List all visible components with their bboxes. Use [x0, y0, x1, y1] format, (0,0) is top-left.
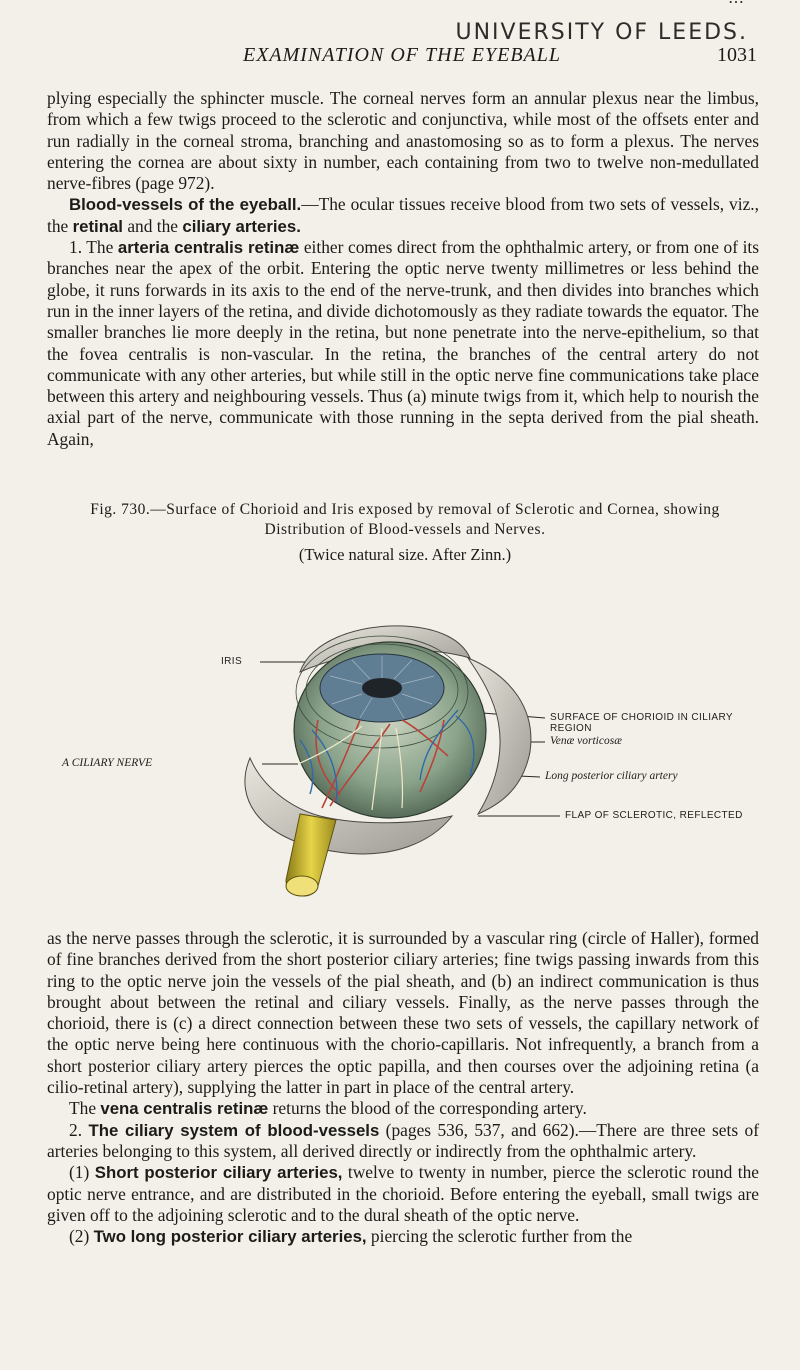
- paragraph-short-posterior: [47, 1162, 759, 1226]
- label-flap-of-sclerotic: FLAP OF SCLEROTIC, REFLECTED: [565, 810, 743, 821]
- paragraph-vena-centralis: [47, 1098, 759, 1119]
- running-head-title: EXAMINATION OF THE EYEBALL: [242, 44, 562, 66]
- label-long-posterior-ciliary-artery: Long posterior ciliary artery: [545, 770, 678, 782]
- term-retinal: retinal: [72, 216, 123, 236]
- page-number: 1031: [717, 44, 757, 66]
- text-span: and the: [122, 215, 183, 236]
- running-head: [47, 44, 757, 70]
- label-ciliary-nerve: A CILIARY NERVE: [62, 757, 153, 769]
- heading-vena-centralis: vena centralis retinæ: [100, 1099, 269, 1119]
- text-span: (2): [69, 1226, 94, 1247]
- text-span: The: [69, 1098, 101, 1119]
- stamp-university: UNIVERSITY OF LEEDS.: [455, 20, 748, 45]
- top-text-block: [47, 88, 759, 450]
- paragraph-arteria-centralis: [47, 237, 759, 450]
- label-surface-chorioid: SURFACE OF CHORIOID IN CILIARY REGION: [550, 712, 733, 734]
- bottom-text-block: [47, 928, 759, 1247]
- heading-arteria-centralis: arteria centralis retinæ: [117, 238, 300, 258]
- paragraph-circle-of-haller: as the nerve passes through the sclerotic, it is surrounded by a vascular ring (circle of Haller), formed of fine branches derived from the short posterior ciliary arteries; fine twigs passing inwards from this ring to the optic nerve join the vessels of the pial sheath, and (b) an indirect communication is thus brought about between the retinal and ciliary vessels. Finally, as the nerve passes through the chorioid, there is (c) a direct connection between these two sets of vessels, the capillary network of the optic nerve being here continuous with the chorio-capillaris. Not infrequently, a branch from a short posterior ciliary artery pierces the optic papilla, and then courses over the adjoining retina (a cilio-retinal artery), supplying the latter in part in place of the central artery.: [47, 928, 759, 1098]
- text-span: piercing the sclerotic further from the: [366, 1226, 633, 1247]
- optic-nerve-cut-end: [286, 876, 318, 896]
- text-span: either comes direct from the ophthalmic artery, or from one of its branches near the apex of the orbit. Entering the optic nerve twenty millimetres or less behind the globe, it runs forwards in its axis to the end of the nerve-trunk, and then divides into branches which run in the inner layers of the retina, and divide dichotomously as they radiate towards the equator. The smaller branches lie more deeply in the retina, but none penetrate into the nerve-epithelium, so that the fovea centralis is non-vascular. In the retina, the branches of the central artery do not communicate with any other arteries, but while still in the optic nerve fine communications take place between this artery and neighbouring vessels. Thus (a) minute twigs from it, which help to nourish the axial part of the nerve, communicate with those running in the septa derived from the pial sheath. Again,: [47, 237, 759, 449]
- text-span: (pages 536, 537, and 662).—There are three sets of arteries belonging to this system, all derived directly or indirectly from the ophthalmic artery.: [47, 1119, 760, 1161]
- text-span: twelve to twenty in number, pierce the sclerotic round the optic nerve entrance, and are distributed in the chorioid. Before entering the eyeball, small twigs are given off to the adjoining sclerotic and to the dural sheath of the optic nerve.: [47, 1162, 759, 1225]
- text-span: —The ocular tissues receive blood from two sets of vessels, viz., the: [47, 194, 759, 236]
- paragraph-blood-vessels: [47, 194, 759, 237]
- text-span: returns the blood of the corresponding artery.: [268, 1098, 587, 1119]
- paragraph-ciliary-system: [47, 1120, 759, 1163]
- figure-caption: Fig. 730.—Surface of Chorioid and Iris exposed by removal of Sclerotic and Cornea, showing Distribution of Blood-vessels and Nerves.: [90, 501, 720, 538]
- eyeball-figure: [0, 580, 800, 910]
- text-span: 1. The: [69, 237, 118, 258]
- term-ciliary-arteries: ciliary arteries.: [182, 216, 301, 236]
- eyeball-illustration: [0, 580, 800, 910]
- library-stamp: [0, 0, 800, 45]
- label-venae-vorticosae: Venæ vorticosæ: [550, 735, 622, 747]
- paragraph-corneal-nerves: plying especially the sphincter muscle. The corneal nerves form an annular plexus near the limbus, from which a few twigs proceed to the sclerotic and conjunctiva, while most of the offsets enter and run radially in the corneal stroma, branching and anastomosing so as to form a plexus. The nerves entering the cornea are about sixty in number, each containing from two to twelve non-medullated nerve-fibres (page 972).: [47, 88, 759, 194]
- text-span: (1): [69, 1162, 95, 1183]
- heading-ciliary-system: The ciliary system of blood-vessels: [88, 1120, 380, 1140]
- text-span: 2.: [69, 1119, 89, 1140]
- pupil: [362, 678, 402, 698]
- heading-long-posterior: Two long posterior ciliary arteries,: [93, 1227, 367, 1247]
- label-iris: IRIS: [221, 656, 243, 667]
- stamp-cropped-line: [0, 0, 750, 7]
- heading-short-posterior: Short posterior ciliary arteries,: [94, 1163, 343, 1183]
- heading-blood-vessels: Blood-vessels of the eyeball.: [69, 195, 302, 215]
- paragraph-long-posterior: [47, 1226, 759, 1247]
- figure-subcaption: (Twice natural size. After Zinn.): [298, 545, 512, 564]
